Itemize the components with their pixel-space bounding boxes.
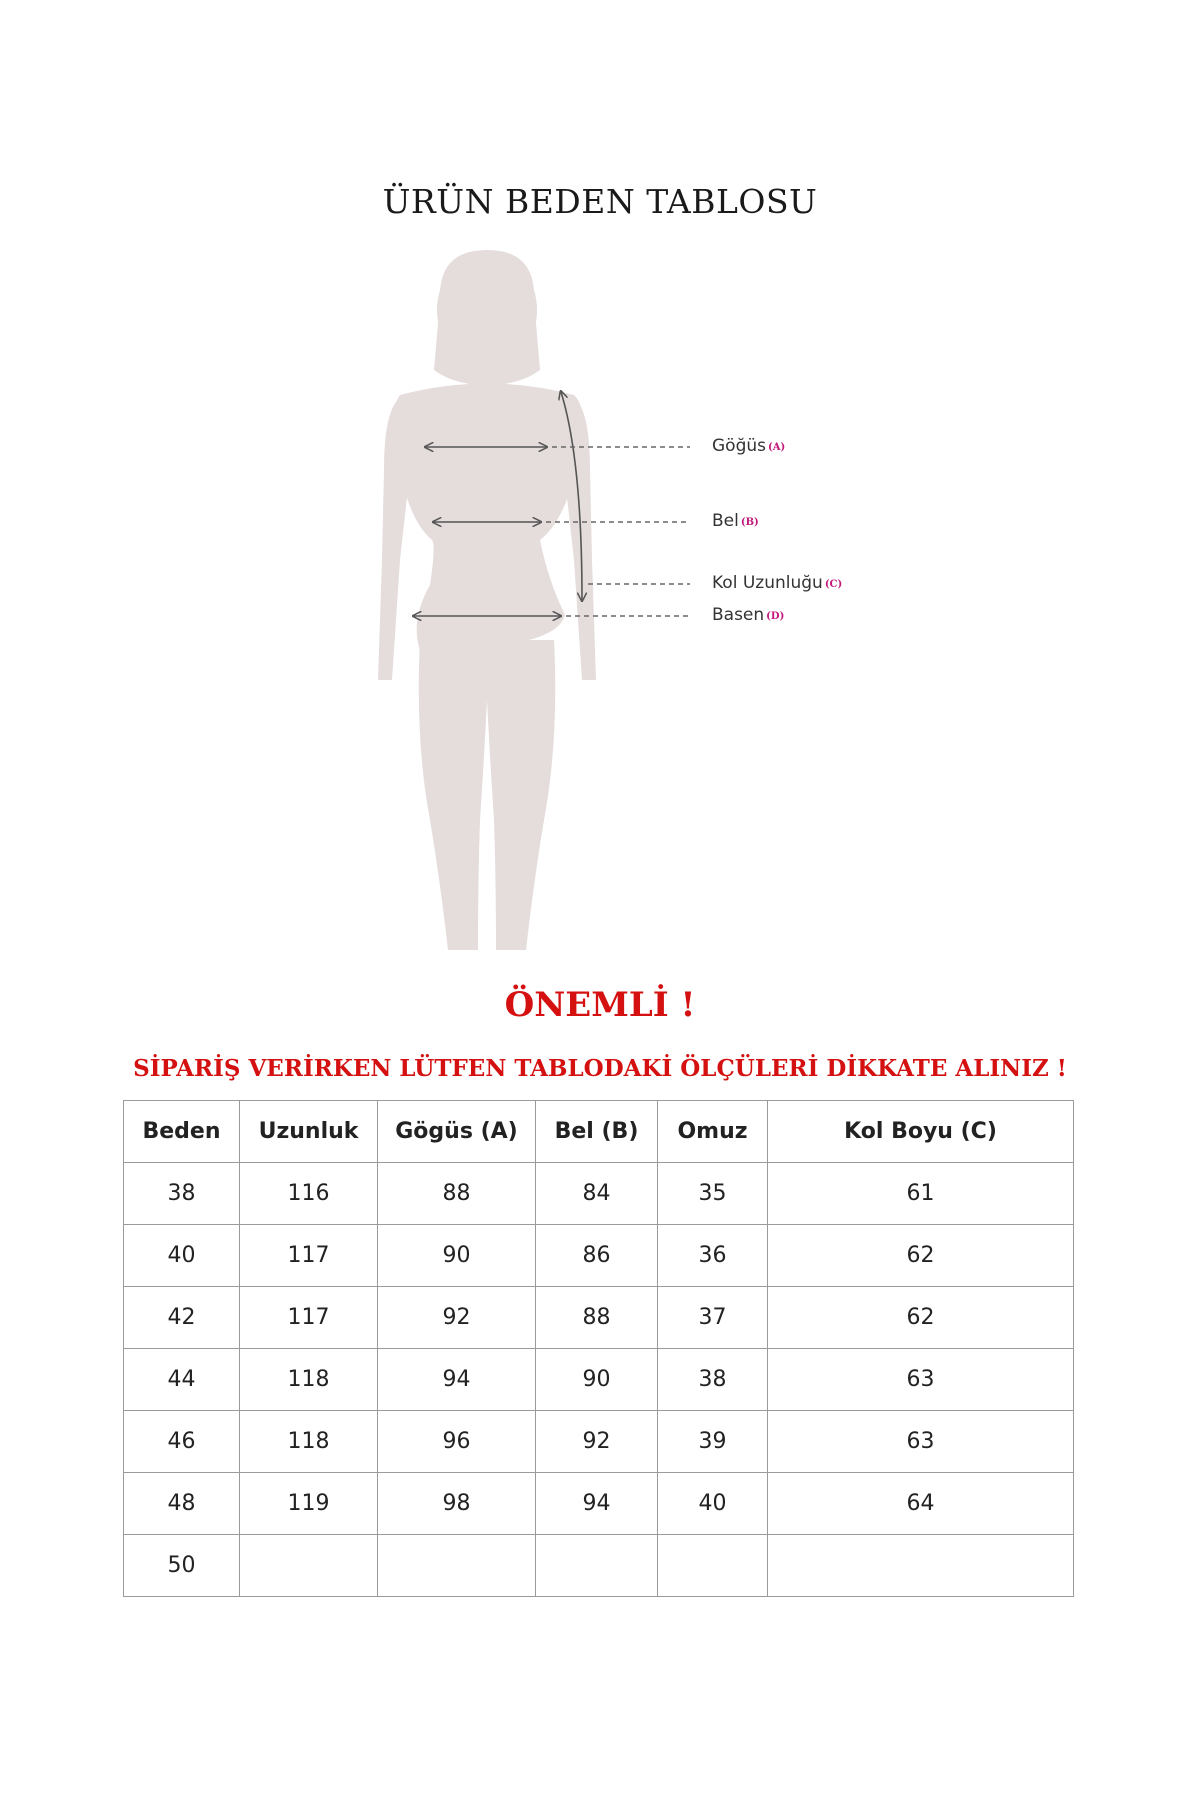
table-cell: 48 [124, 1473, 240, 1535]
table-row [124, 1349, 1074, 1411]
table-cell [378, 1535, 536, 1597]
order-notice: SİPARİŞ VERİRKEN LÜTFEN TABLODAKİ ÖLÇÜLERİ DİKKATE ALINIZ ! [133, 1055, 1067, 1082]
table-cell: 94 [536, 1473, 658, 1535]
table-cell: 98 [378, 1473, 536, 1535]
table-cell [768, 1535, 1074, 1597]
table-row [124, 1473, 1074, 1535]
table-cell: 39 [658, 1411, 768, 1473]
table-cell: 117 [240, 1225, 378, 1287]
header-kol-boyu: Kol Boyu (C) [768, 1101, 1074, 1163]
table-cell: 94 [378, 1349, 536, 1411]
table-cell: 90 [536, 1349, 658, 1411]
table-cell: 96 [378, 1411, 536, 1473]
important-heading: ÖNEMLİ ! [504, 985, 696, 1025]
header-uzunluk: Uzunluk [240, 1101, 378, 1163]
header-gogus: Gögüs (A) [378, 1101, 536, 1163]
table-cell: 46 [124, 1411, 240, 1473]
table-row [124, 1535, 1074, 1597]
table-cell: 92 [378, 1287, 536, 1349]
table-cell: 61 [768, 1163, 1074, 1225]
table-cell: 63 [768, 1349, 1074, 1411]
table-cell: 64 [768, 1473, 1074, 1535]
table-cell: 119 [240, 1473, 378, 1535]
header-beden: Beden [124, 1101, 240, 1163]
table-cell: 44 [124, 1349, 240, 1411]
table-row [124, 1411, 1074, 1473]
table-cell: 62 [768, 1287, 1074, 1349]
table-cell: 42 [124, 1287, 240, 1349]
table-row [124, 1225, 1074, 1287]
table-cell: 38 [658, 1349, 768, 1411]
table-cell: 63 [768, 1411, 1074, 1473]
table-cell: 37 [658, 1287, 768, 1349]
table-cell: 118 [240, 1411, 378, 1473]
table-cell: 40 [658, 1473, 768, 1535]
table-cell: 118 [240, 1349, 378, 1411]
table-cell: 50 [124, 1535, 240, 1597]
page-title: ÜRÜN BEDEN TABLOSU [382, 182, 818, 221]
table-cell: 62 [768, 1225, 1074, 1287]
table-cell: 92 [536, 1411, 658, 1473]
table-cell: 35 [658, 1163, 768, 1225]
table-cell: 116 [240, 1163, 378, 1225]
header-omuz: Omuz [658, 1101, 768, 1163]
label-bel: Bel (B) [712, 511, 759, 531]
table-row [124, 1163, 1074, 1225]
table-cell: 84 [536, 1163, 658, 1225]
table-cell: 86 [536, 1225, 658, 1287]
table-cell: 117 [240, 1287, 378, 1349]
table-cell: 88 [378, 1163, 536, 1225]
table-cell [536, 1535, 658, 1597]
female-silhouette [378, 250, 596, 950]
label-kol-uzunlugu: Kol Uzunluğu (C) [712, 573, 843, 593]
table-header-row [124, 1101, 1074, 1163]
table-cell: 90 [378, 1225, 536, 1287]
table-cell: 88 [536, 1287, 658, 1349]
table-cell [240, 1535, 378, 1597]
table-cell: 38 [124, 1163, 240, 1225]
table-row [124, 1287, 1074, 1349]
header-bel: Bel (B) [536, 1101, 658, 1163]
size-table [123, 1100, 1074, 1597]
table-cell [658, 1535, 768, 1597]
label-basen: Basen (D) [712, 605, 785, 625]
table-cell: 40 [124, 1225, 240, 1287]
label-gogus: Göğüs (A) [712, 436, 786, 456]
table-cell: 36 [658, 1225, 768, 1287]
